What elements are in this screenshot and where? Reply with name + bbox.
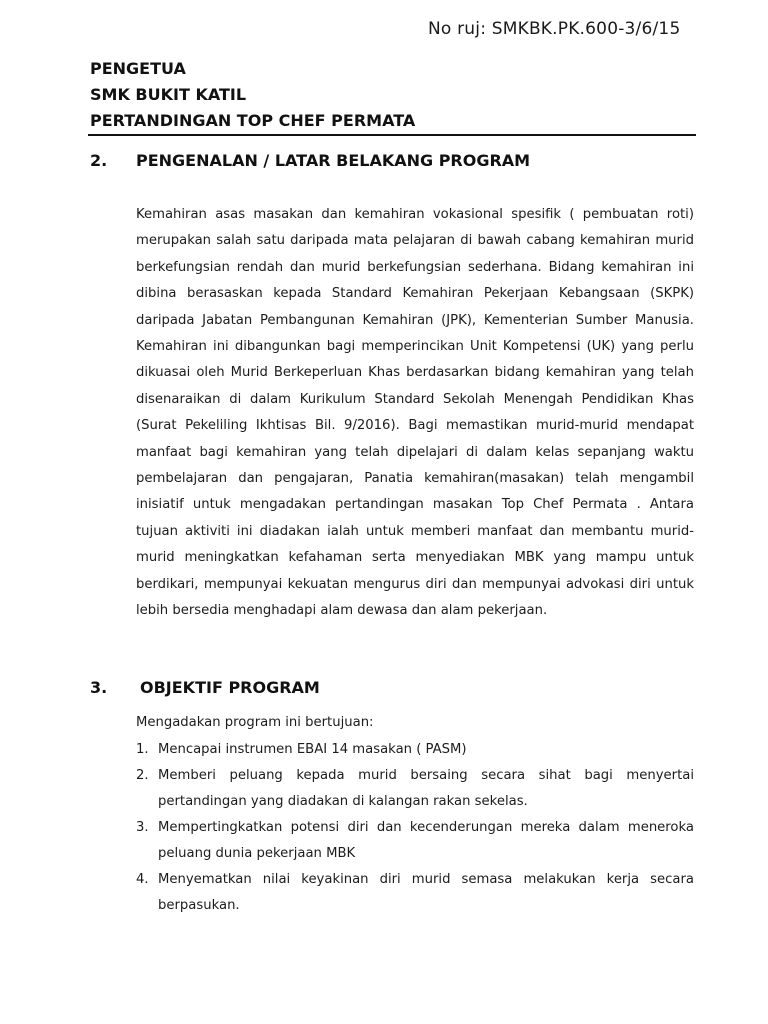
list-item-number: 4. [136,872,149,887]
list-item-number: 2. [136,768,149,783]
list-item-text: Mempertingkatkan potensi diri dan kecenderungan mereka dalam meneroka peluang dunia pekerjaan MBK [158,820,694,861]
background-paragraph: Kemahiran asas masakan dan kemahiran vokasional spesifik ( pembuatan roti) merupakan salah satu daripada mata pelajaran di bawah cabang kemahiran murid berkefungsian rendah dan murid berkefungsian sederhana. Bidang kemahiran ini dibina berasaskan kepada Standard Kemahiran Pekerjaan Kebangsaan (SKPK) daripada Jabatan Pembangunan Kemahiran (JPK), Kementerian Sumber Manusia. Kemahiran ini dibangunkan bagi memperincikan Unit Kompetensi (UK) yang perlu dikuasai oleh Murid Berkeperluan Khas berdasarkan bidang kemahiran yang telah disenaraikan di dalam Kurikulum Standard Sekolah Menengah Pendidikan Khas (Surat Pekeliling Ikhtisas Bil. 9/2016). Bagi memastikan murid-murid mendapat manfaat bagi kemahiran yang telah dipelajari di dalam kelas sepanjang waktu pembelajaran dan pengajaran, Panatia kemahiran(masakan) telah mengambil inisiatif untuk mengadakan pertandingan masakan Top Chef Permata . Antara tujuan aktiviti ini diadakan ialah untuk memberi manfaat dan membantu murid-murid meningkatkan kefahaman serta menyediakan MBK yang mampu untuk berdikari, mempunyai kekuatan mengurus diri dan mempunyai advokasi diri untuk lebih bersedia menghadapi alam dewasa dan alam pekerjaan. [136,207,694,619]
letter-header [90,56,415,134]
section-title: OBJEKTIF PROGRAM [140,678,320,697]
header-recipient: PENGETUA [90,59,186,78]
list-item [136,737,694,763]
list-item-text: Mencapai instrumen EBAI 14 masakan ( PASM) [158,742,467,757]
header-school: SMK BUKIT KATIL [90,85,247,104]
list-item [136,763,694,815]
header-divider [88,134,696,136]
list-item-text: Memberi peluang kepada murid bersaing secara sihat bagi menyertai pertandingan yang diadakan di kalangan rakan sekelas. [158,768,694,809]
list-item-number: 3. [136,820,149,835]
list-item-number: 1. [136,742,149,757]
header-event: PERTANDINGAN TOP CHEF PERMATA [90,111,416,130]
objectives-intro: Mengadakan program ini bertujuan: [136,715,374,730]
section-title: PENGENALAN / LATAR BELAKANG PROGRAM [136,151,531,170]
list-item-text: Menyematkan nilai keyakinan diri murid semasa melakukan kerja secara berpasukan. [158,872,694,913]
reference-number: No ruj: SMKBK.PK.600-3/6/15 [428,19,681,39]
list-item [136,815,694,867]
objectives-list [136,737,694,919]
list-item [136,867,694,919]
section-number: 2. [90,151,108,170]
section-number: 3. [90,678,108,697]
